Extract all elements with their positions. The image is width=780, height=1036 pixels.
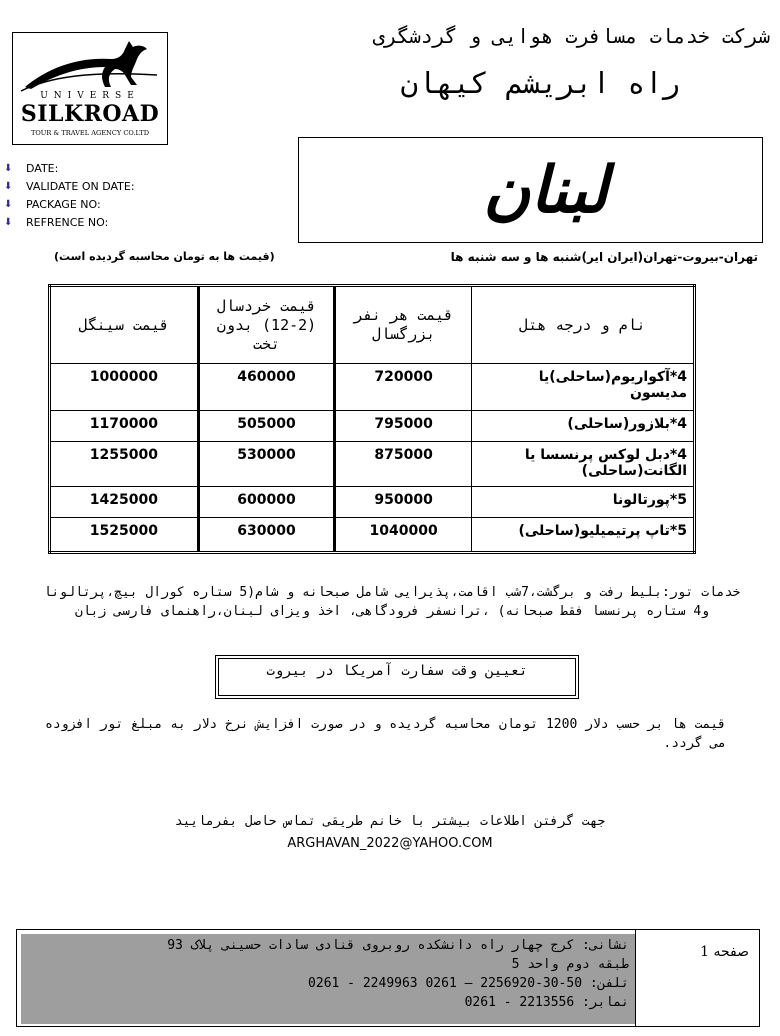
info-item-date: ⬇ DATE: — [4, 160, 135, 178]
hotel-cell: 4*دبل لوکس پرنسسا یا الگانت(ساحلی) — [471, 442, 694, 487]
horse-logo-icon — [19, 37, 161, 93]
price-table — [48, 284, 696, 554]
header-adult-price: قیمت هر نفر بزرگسال — [335, 286, 472, 364]
table-row — [50, 486, 695, 518]
hotel-cell: 4*آکواریوم(ساحلی)یا مدیسون — [471, 364, 694, 411]
info-item-reference: ⬇ REFRENCE NO: — [4, 214, 135, 232]
logo-name: SILKROAD — [20, 101, 160, 127]
footer-address-line2: طبقه دوم واحد 5 — [511, 957, 629, 972]
footer-phone: تلفن: 50-30-2256920 – 0261 2249963 - 0261 — [308, 976, 629, 991]
arrow-bullet-icon: ⬇ — [4, 199, 13, 210]
footer-fax: نمابر: 2213556 - 0261 — [464, 995, 629, 1010]
child-price-cell: 600000 — [198, 486, 335, 518]
child-price-cell: 530000 — [198, 442, 335, 487]
price-currency-note: (قیمت ها به تومان محاسبه گردیده است) — [54, 250, 275, 263]
table-row — [50, 364, 695, 411]
page-number: صفحه 1 — [635, 930, 759, 1026]
footer-address-block — [21, 934, 635, 1024]
info-item-package: ⬇ PACKAGE NO: — [4, 196, 135, 214]
route-info: تهران-بیروت-تهران(ایران ایر)شنبه ها و سه شنبه ها — [450, 250, 758, 264]
adult-price-cell: 950000 — [335, 486, 472, 518]
adult-price-cell: 875000 — [335, 442, 472, 487]
arrow-bullet-icon: ⬇ — [4, 181, 13, 192]
logo-universe-text: UNIVERSE — [40, 91, 140, 101]
table-row — [50, 518, 695, 553]
arrow-bullet-icon: ⬇ — [4, 163, 13, 174]
dollar-rate-note: قیمت ها بر حسب دلار 1200 تومان محاسبه گردیده و در صورت افزایش نرخ دلار به مبلغ تور افزوده می گردد. — [45, 717, 726, 751]
footer — [16, 929, 760, 1027]
contact-email[interactable]: ARGHAVAN_2022@YAHOO.COM — [287, 836, 493, 851]
package-info-list — [4, 160, 135, 232]
embassy-appointment-text: تعیین وقت سفارت آمریکا در بیروت — [266, 663, 528, 679]
company-name: راه ابریشم کیهان — [400, 66, 680, 100]
hotel-cell: 5*تاپ پرتیمیلیو(ساحلی) — [471, 518, 694, 553]
table-header-row — [50, 286, 695, 364]
child-price-cell: 505000 — [198, 410, 335, 442]
company-subtitle: شرکت خدمات مسافرت هوایی و گردشگری — [372, 24, 770, 48]
header-single-price: قیمت سینگل — [50, 286, 199, 364]
single-price-cell: 1170000 — [50, 410, 199, 442]
adult-price-cell: 795000 — [335, 410, 472, 442]
hotel-cell: 5*پورتالونا — [471, 486, 694, 518]
destination-title: لبنان — [483, 152, 608, 228]
single-price-cell: 1425000 — [50, 486, 199, 518]
child-price-cell: 630000 — [198, 518, 335, 553]
arrow-bullet-icon: ⬇ — [4, 217, 13, 228]
child-price-cell: 460000 — [198, 364, 335, 411]
info-item-validate: ⬇ VALIDATE ON DATE: — [4, 178, 135, 196]
table-row — [50, 410, 695, 442]
single-price-cell: 1525000 — [50, 518, 199, 553]
destination-box — [298, 137, 763, 243]
header-child-price: قیمت خردسال (2-12) بدون تخت — [198, 286, 335, 364]
contact-info: جهت گرفتن اطلاعات بیشتر با خانم طریقی تماس حاصل بفرمایید — [174, 814, 606, 829]
single-price-cell: 1000000 — [50, 364, 199, 411]
table-row — [50, 442, 695, 487]
company-logo — [12, 32, 168, 145]
single-price-cell: 1255000 — [50, 442, 199, 487]
tour-services: خدمات تور:بلیط رفت و برگشت،7شب اقامت،پذیرایی شامل صبحانه و شام(5 ستاره کورال بیچ،پرتالونا و4 ستاره پرنسسا فقط صبحانه) ،ترانسفر فرودگاهی، اخذ ویزای لبنان،راهنمای فارسی زبان — [43, 585, 741, 619]
adult-price-cell: 720000 — [335, 364, 472, 411]
embassy-appointment-box — [215, 655, 579, 699]
header-hotel: نام و درجه هتل — [471, 286, 694, 364]
logo-subtitle: TOUR & TRAVEL AGENCY CO.LTD — [30, 129, 150, 137]
hotel-cell: 4*بلازور(ساحلی) — [471, 410, 694, 442]
footer-address-line1: نشانی: کرج چهار راه دانشکده روبروی قنادی سادات حسینی پلاک 93 — [167, 938, 629, 953]
adult-price-cell: 1040000 — [335, 518, 472, 553]
